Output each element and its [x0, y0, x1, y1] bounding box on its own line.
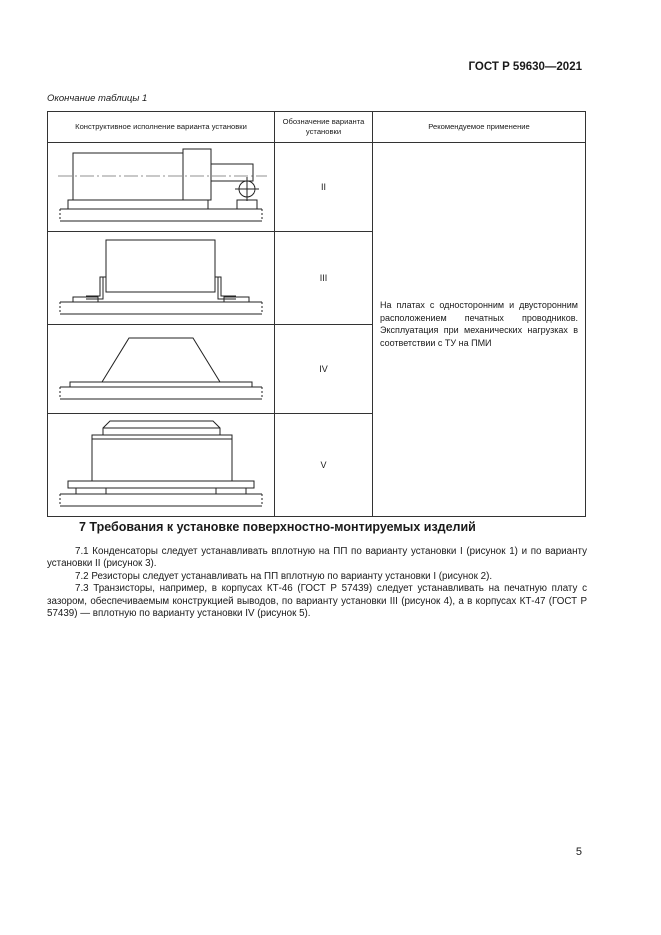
paragraph-7-2: 7.2 Резисторы следует устанавливать на ПП вплотную по варианту установки I (рисунок 2).: [75, 570, 493, 582]
document-header: ГОСТ Р 59630—2021: [468, 61, 582, 73]
paragraph-7-3: 7.3 Транзисторы, например, в корпусах КТ-46 (ГОСТ Р 57439) следует устанавливать на печатную плату с зазором, обеспечиваемым конструкцией выводов, по варианту установки III (рисунок 4), а в корпусах КТ-47 (ГОСТ Р 57439) — вплотную по варианту установки IV (рисунок 5).: [47, 583, 587, 620]
installation-variants-table: [47, 111, 586, 517]
application-text: На платах с односторонним и двусторонним расположением печатных проводников. Эксплуатация при механических нагрузках в соответствии с ТУ на ПМИ: [380, 300, 578, 348]
page-number: 5: [575, 846, 582, 858]
designation-cell: IV: [275, 325, 373, 414]
designation-cell: III: [275, 232, 373, 325]
mounting-drawing-iv: [48, 325, 275, 414]
column-header-application: Рекомендуемое применение: [373, 112, 586, 143]
table-caption: Окончание таблицы 1: [47, 93, 148, 104]
table-row: [48, 143, 586, 232]
section-heading: 7 Требования к установке поверхностно-монтируемых изделий: [79, 520, 476, 534]
column-header-designation: Обозначение варианта установки: [275, 112, 373, 143]
mounting-drawing-ii: [48, 143, 275, 232]
section-body: [47, 546, 587, 620]
designation-cell: II: [275, 143, 373, 232]
application-cell: [373, 143, 586, 517]
paragraph-7-1: 7.1 Конденсаторы следует устанавливать вплотную на ПП по варианту установки I (рисунок 1) и по варианту установки II (рисунок 3).: [47, 546, 587, 570]
mounting-drawing-iii: [48, 232, 275, 325]
designation-cell: V: [275, 414, 373, 517]
table-header-row: [48, 112, 586, 143]
mounting-drawing-v: [48, 414, 275, 517]
column-header-design: Конструктивное исполнение варианта установки: [48, 112, 275, 143]
